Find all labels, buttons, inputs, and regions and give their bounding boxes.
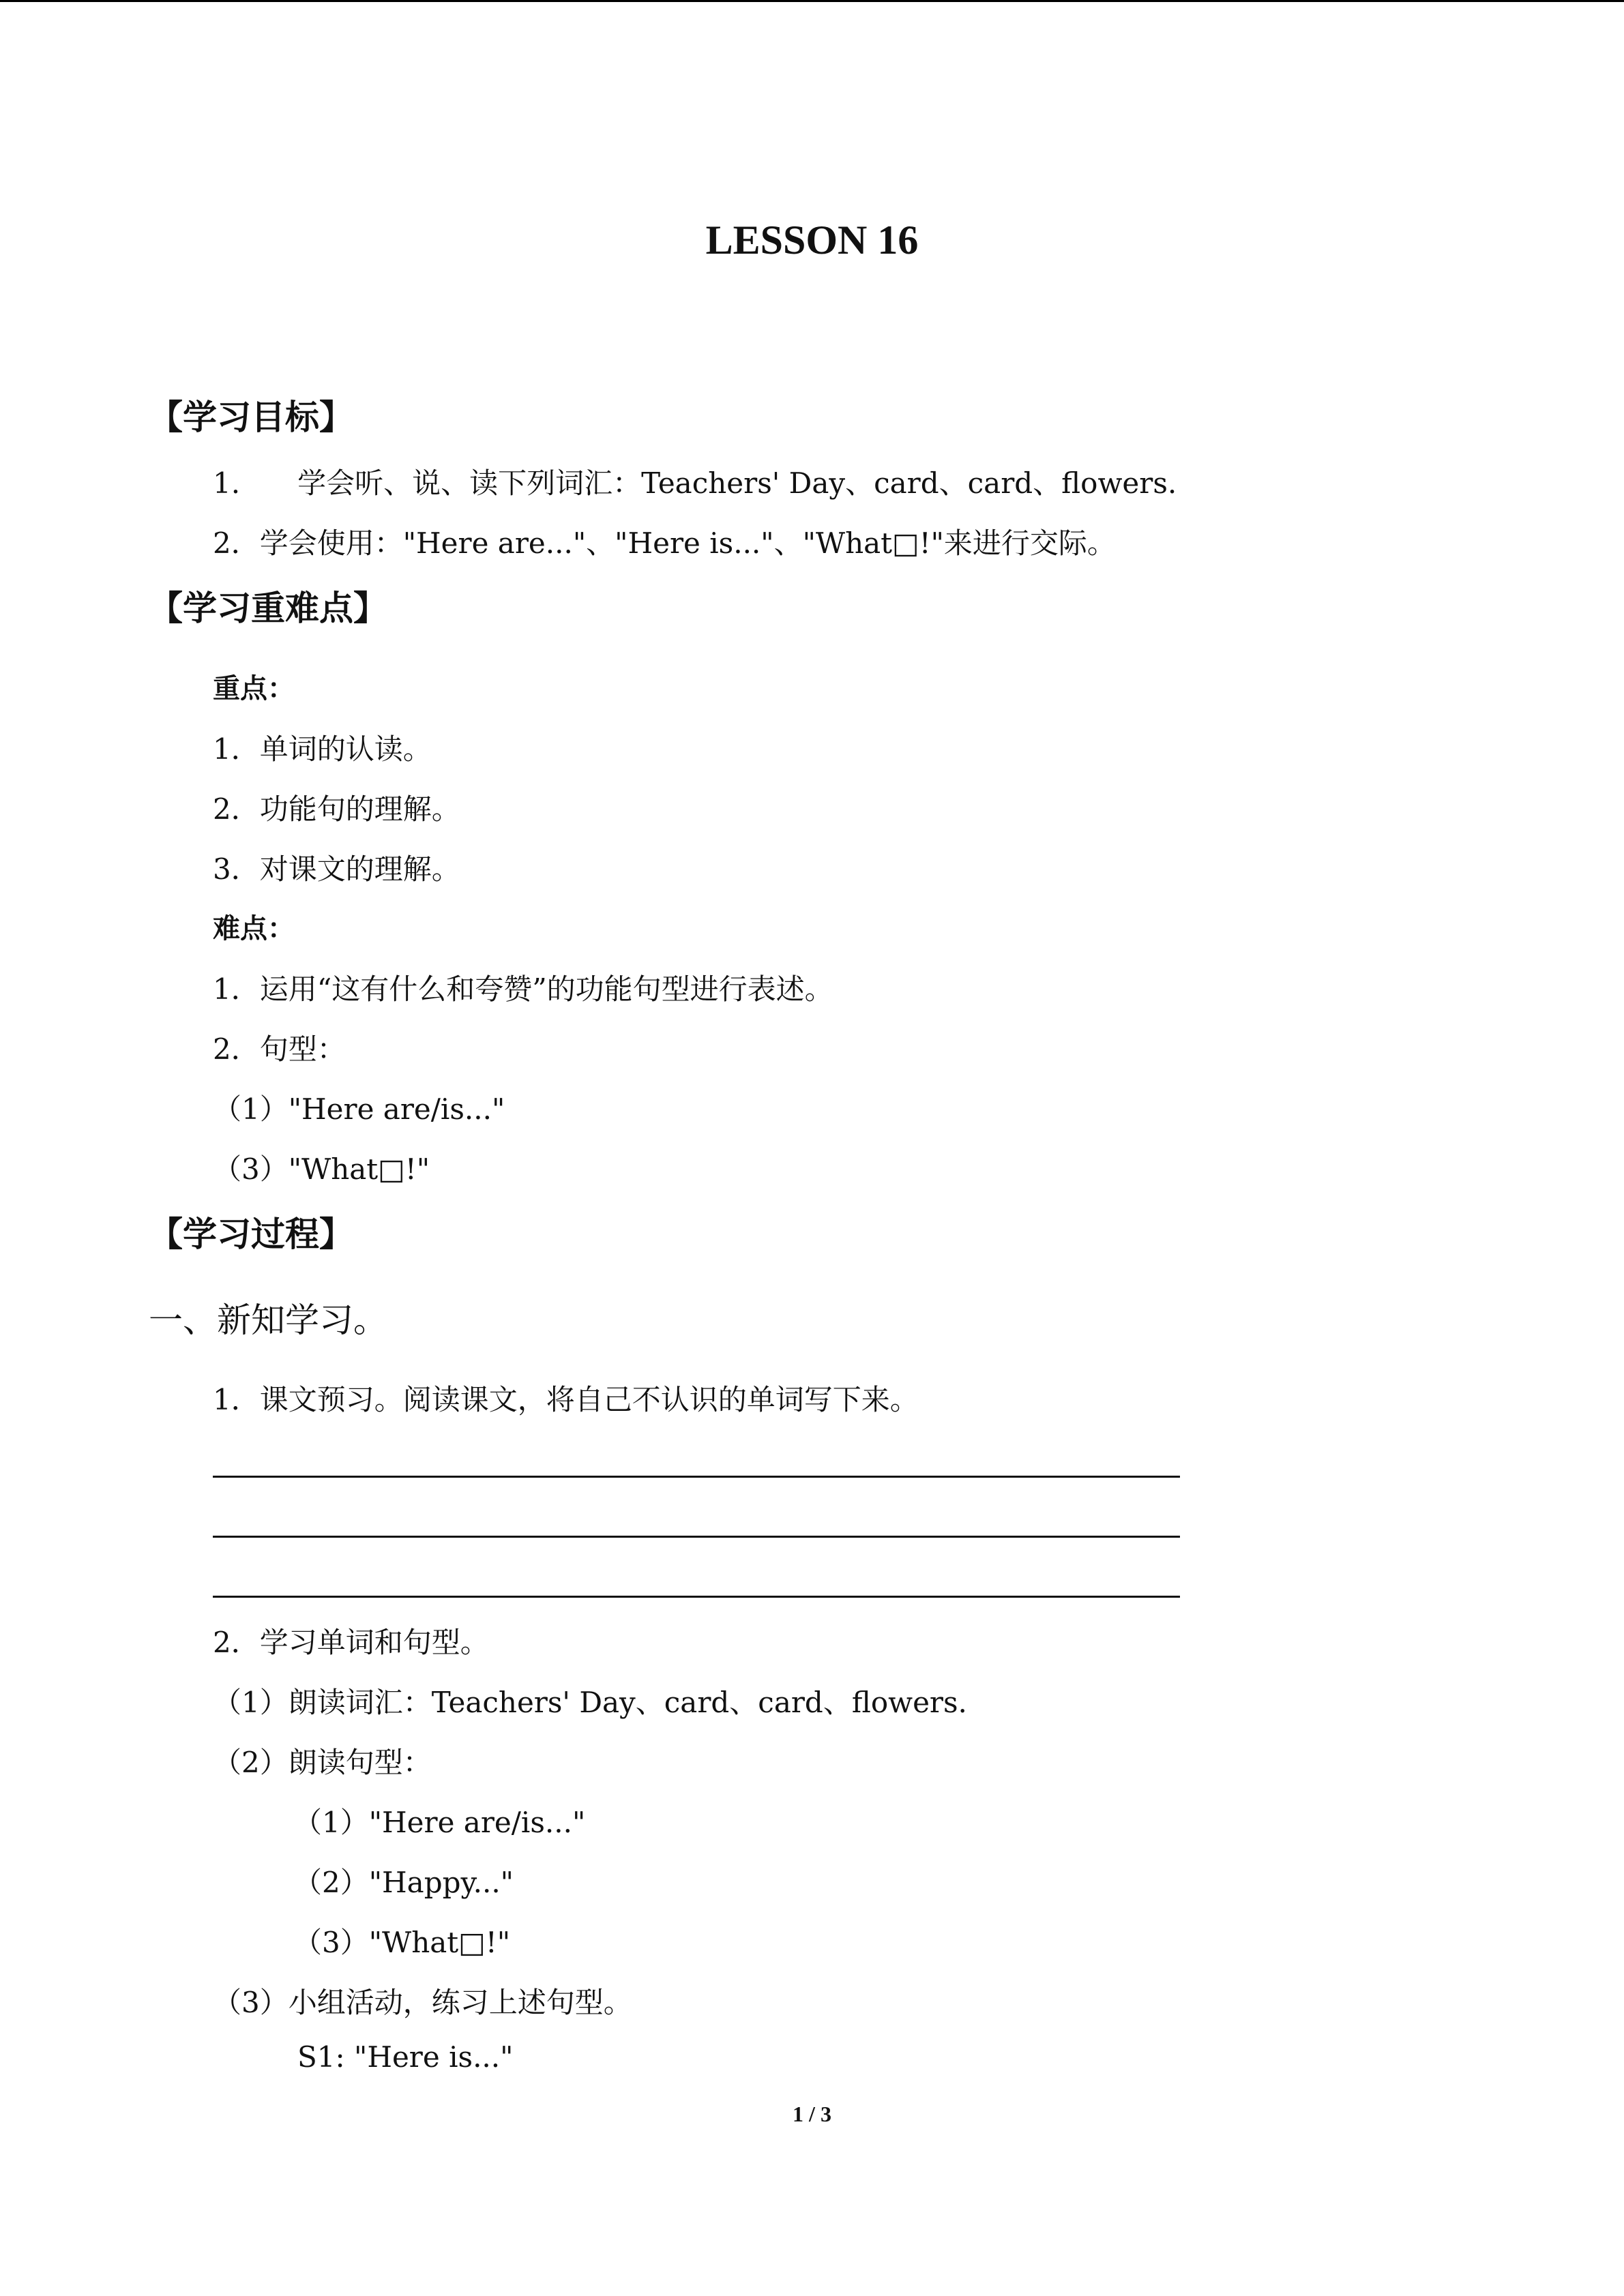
dialogue-line: S1: "Here is..." [297,2040,514,2074]
step2-text: 2．学习单词和句型。 [213,1626,489,1659]
page-title: LESSON 16 [705,218,919,263]
difficulty-label: 难点： [213,913,295,944]
writing-line-2[interactable] [213,1536,1180,1538]
difficulty-pattern-1: （1）"Here are/is..." [213,1092,505,1126]
pattern-3: （3）"What□!" [293,1926,511,1959]
pattern-2: （2）"Happy..." [293,1866,514,1899]
step2-item-1: （1）朗读词汇：Teachers' Day、card、card、flowers. [213,1686,967,1719]
goal-item-1: 1. 学会听、说、读下列词汇：Teachers' Day、card、card、flowers. [213,466,1177,500]
part1-title: 一、新知学习。 [149,1300,387,1340]
key-points-heading: 【学习重难点】 [149,588,387,628]
page-number: 1 / 3 [793,2102,831,2126]
writing-line-1[interactable] [213,1476,1180,1478]
page-top-border [0,0,1624,2]
key-item-1: 1．单词的认读。 [213,732,432,766]
pattern-1: （1）"Here are/is..." [293,1806,586,1839]
goals-heading: 【学习目标】 [149,398,353,437]
key-item-2: 2．功能句的理解。 [213,792,460,826]
step1-text: 1．课文预习。阅读课文，将自己不认识的单词写下来。 [213,1383,919,1416]
difficulty-item-2: 2．句型： [213,1032,346,1066]
writing-line-3[interactable] [213,1596,1180,1598]
step2-item-2: （2）朗读句型： [213,1746,432,1779]
goal-item-2: 2．学会使用："Here are..."、"Here is..."、"What□!"来进行交际。 [213,526,1116,560]
difficulty-item-1: 1．运用“这有什么和夸赞”的功能句型进行表述。 [213,972,833,1006]
step3-text: （3）小组活动，练习上述句型。 [213,1986,632,2019]
key-item-3: 3．对课文的理解。 [213,852,460,886]
key-label: 重点： [213,673,295,704]
difficulty-pattern-3: （3）"What□!" [213,1152,430,1186]
process-heading: 【学习过程】 [149,1214,353,1254]
